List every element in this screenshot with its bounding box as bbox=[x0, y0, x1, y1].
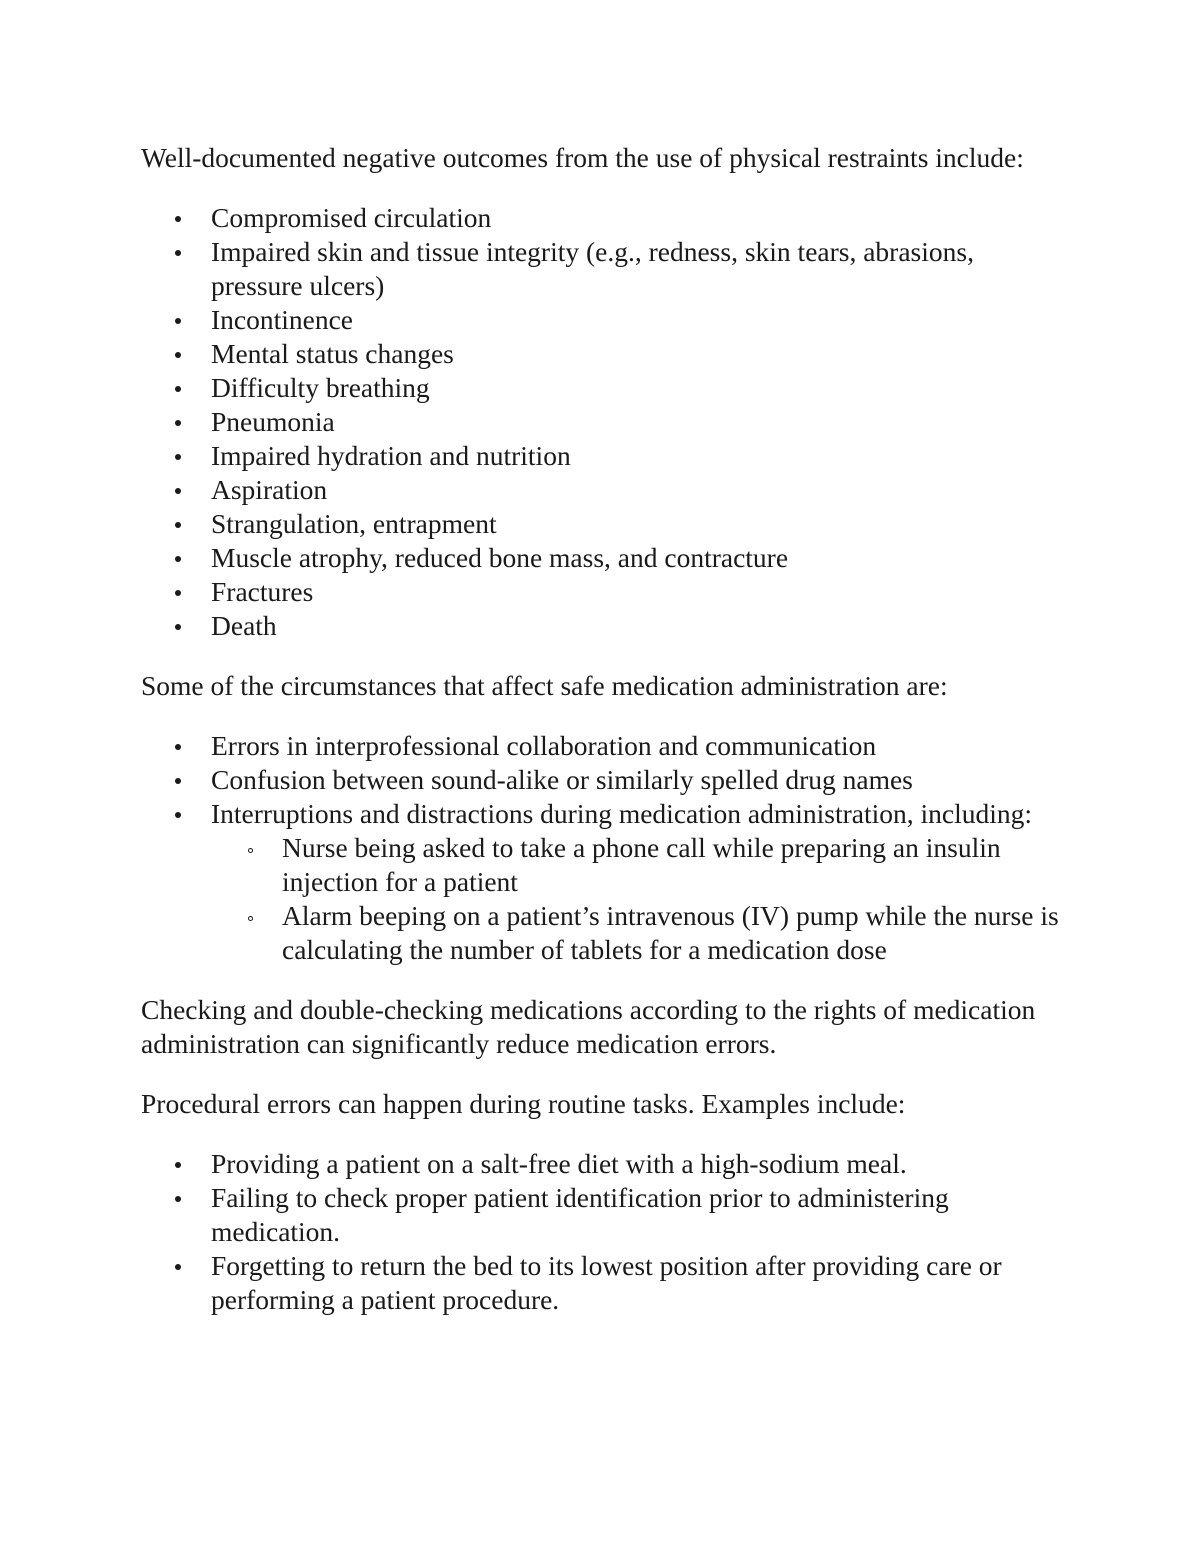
sub-list-item: Alarm beeping on a patient’s intravenous (IV) pump while the nurse is calculating the number of tablets for a medication dose bbox=[211, 899, 1066, 967]
bullet-icon bbox=[175, 250, 181, 256]
bullet-icon bbox=[175, 624, 181, 630]
bullet-icon bbox=[175, 1264, 181, 1270]
hollow-bullet-icon bbox=[248, 916, 253, 921]
list-item: Mental status changes bbox=[141, 337, 1066, 371]
list-item: Forgetting to return the bed to its lowest position after providing care or performing a patient procedure. bbox=[141, 1249, 1066, 1317]
bullet-icon bbox=[175, 454, 181, 460]
list-item: Errors in interprofessional collaboration and communication bbox=[141, 729, 1066, 763]
double-checking-paragraph: Checking and double-checking medications according to the rights of medication administration can significantly reduce medication errors. bbox=[141, 994, 1036, 1059]
list-item: Strangulation, entrapment bbox=[141, 507, 1066, 541]
bullet-icon bbox=[175, 522, 181, 528]
bullet-icon bbox=[175, 318, 181, 324]
sub-list-item: Nurse being asked to take a phone call while preparing an insulin injection for a patient bbox=[211, 831, 1066, 899]
bullet-icon bbox=[175, 590, 181, 596]
list-item: Impaired hydration and nutrition bbox=[141, 439, 1066, 473]
restraints-intro: Well-documented negative outcomes from the use of physical restraints include: bbox=[141, 142, 1024, 173]
bullet-icon bbox=[175, 812, 181, 818]
list-item: Providing a patient on a salt-free diet with a high-sodium meal. bbox=[141, 1147, 1066, 1181]
bullet-icon bbox=[175, 420, 181, 426]
list-item: Impaired skin and tissue integrity (e.g., redness, skin tears, abrasions, pressure ulcers) bbox=[141, 235, 1066, 303]
bullet-icon bbox=[175, 556, 181, 562]
list-item: Death bbox=[141, 609, 1066, 643]
list-item: Fractures bbox=[141, 575, 1066, 609]
bullet-icon bbox=[175, 488, 181, 494]
interruptions-sublist bbox=[211, 831, 1066, 967]
list-item: Aspiration bbox=[141, 473, 1066, 507]
medication-circumstances-list bbox=[141, 729, 1066, 967]
bullet-icon bbox=[175, 1162, 181, 1168]
list-item: Difficulty breathing bbox=[141, 371, 1066, 405]
list-item: Interruptions and distractions during medication administration, including: Nurse being asked to take a phone call while preparing an insulin injection for a patient Alarm beeping on a patient’s intravenous (IV) pump while the nurse is calculating the number of tablets for a medication dose bbox=[141, 797, 1066, 967]
list-item: Failing to check proper patient identification prior to administering medication. bbox=[141, 1181, 1066, 1249]
bullet-icon bbox=[175, 352, 181, 358]
bullet-icon bbox=[175, 386, 181, 392]
list-item: Muscle atrophy, reduced bone mass, and contracture bbox=[141, 541, 1066, 575]
procedural-errors-list bbox=[141, 1147, 1066, 1317]
document-body bbox=[141, 141, 1066, 1343]
restraints-outcomes-list bbox=[141, 201, 1066, 643]
list-item: Compromised circulation bbox=[141, 201, 1066, 235]
medication-circumstances-intro: Some of the circumstances that affect safe medication administration are: bbox=[141, 670, 948, 701]
list-item: Incontinence bbox=[141, 303, 1066, 337]
hollow-bullet-icon bbox=[248, 848, 253, 853]
procedural-errors-intro: Procedural errors can happen during routine tasks. Examples include: bbox=[141, 1088, 906, 1119]
bullet-icon bbox=[175, 744, 181, 750]
bullet-icon bbox=[175, 778, 181, 784]
bullet-icon bbox=[175, 216, 181, 222]
bullet-icon bbox=[175, 1196, 181, 1202]
list-item: Pneumonia bbox=[141, 405, 1066, 439]
list-item: Confusion between sound-alike or similarly spelled drug names bbox=[141, 763, 1066, 797]
